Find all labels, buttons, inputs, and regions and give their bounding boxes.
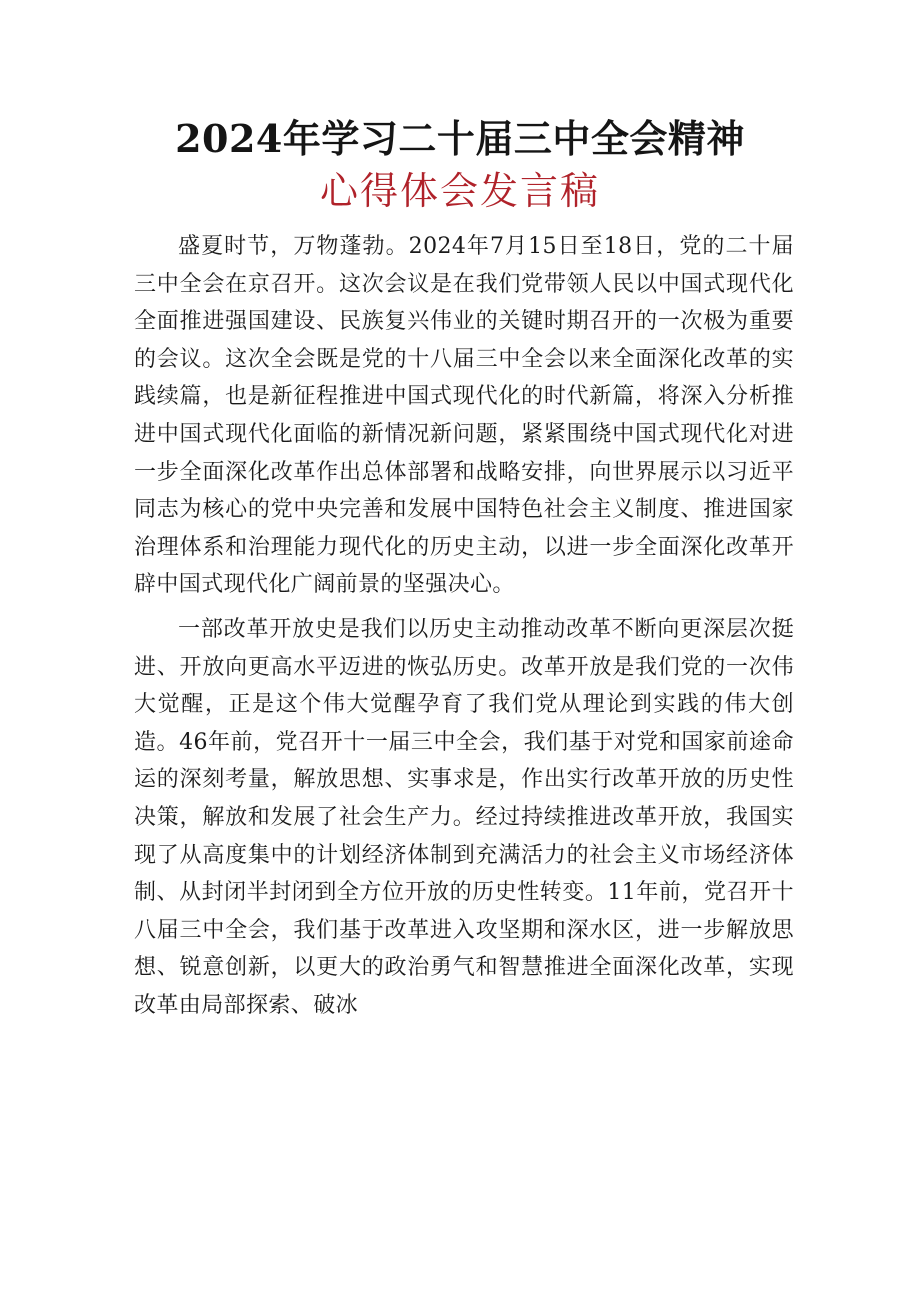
document-subtitle: 心得体会发言稿 — [319, 169, 600, 213]
paragraph-2: 一部改革开放史是我们以历史主动推动改革不断向更深层次挺进、开放向更高水平迈进的恢弘历史。改革开放是我们党的一次伟大觉醒，正是这个伟大觉醒孕育了我们党从理论到实践的伟大创造。46年前，党召开十一届三中全会，我们基于对党和国家前途命运的深刻考量，解放思想、实事求是，作出实行改革开放的历史性决策，解放和发展了社会生产力。经过持续推进改革开放，我国实现了从高度集中的计划经济体制到充满活力的社会主义市场经济体制、从封闭半封闭到全方位开放的历史性转变。11年前，党召开十八届三中全会，我们基于改革进入攻坚期和深水区，进一步解放思想、锐意创新，以更大的政治勇气和智慧推进全面深化改革，实现改革由局部探索、破冰 — [134, 616, 794, 1018]
paragraph-1: 盛夏时节，万物蓬勃。2024年7月15日至18日，党的二十届三中全会在京召开。这次会议是在我们党带领人民以中国式现代化全面推进强国建设、民族复兴伟业的关键时期召开的一次极为重要的会议。这次全会既是党的十八届三中全会以来全面深化改革的实践续篇，也是新征程推进中国式现代化的时代新篇，将深入分析推进中国式现代化面临的新情况新问题，紧紧围绕中国式现代化对进一步全面深化改革作出总体部署和战略安排，向世界展示以习近平同志为核心的党中央完善和发展中国特色社会主义制度、推进国家治理体系和治理能力现代化的历史主动，以进一步全面深化改革开辟中国式现代化广阔前景的坚强决心。 — [134, 234, 794, 598]
document-title: 2024年学习二十届三中全会精神 — [175, 116, 745, 161]
document-body — [134, 228, 794, 1024]
